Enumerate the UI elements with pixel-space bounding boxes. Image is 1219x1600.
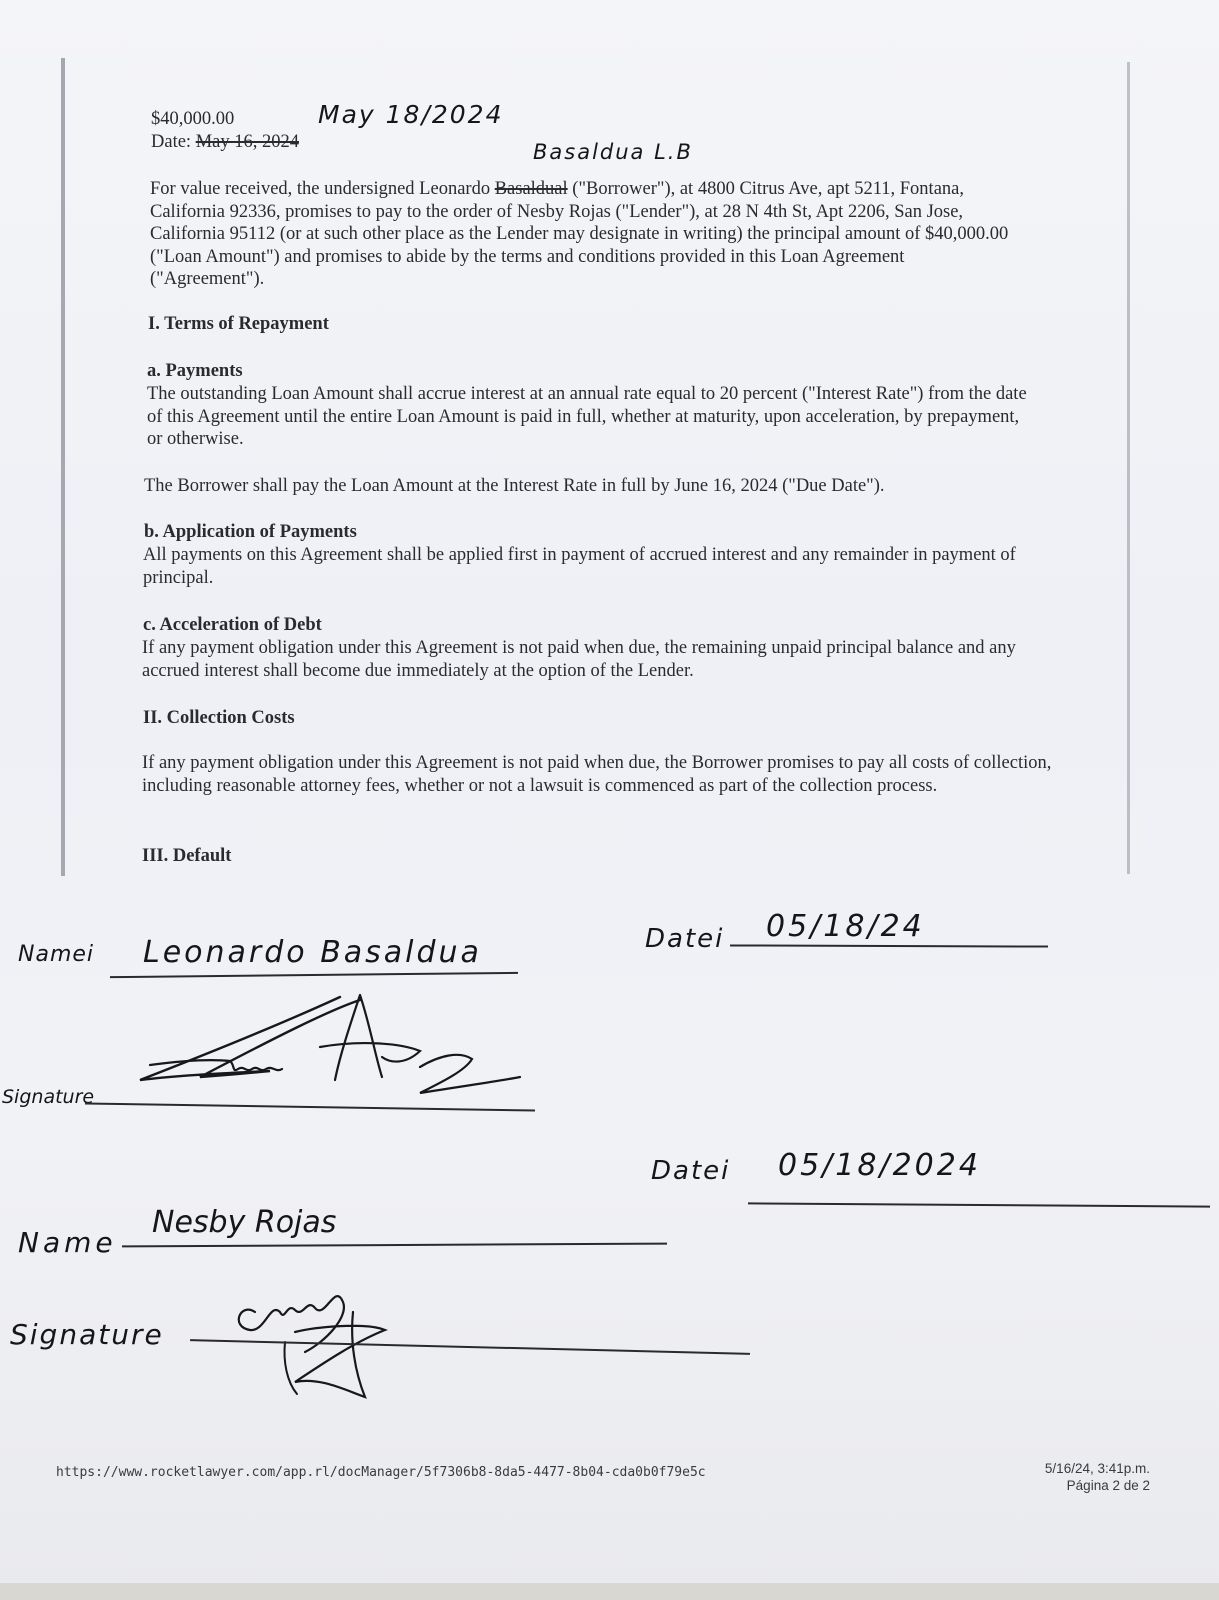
borrower-name-line (110, 972, 518, 978)
footer-page-number: Página 2 de 2 (1066, 1478, 1150, 1493)
lender-name-label: Name (18, 1226, 117, 1259)
footer-url: https://www.rocketlawyer.com/app.rl/docManager/5f7306b8-8da5-4477-8b04-cda0b0f79e5c (56, 1465, 706, 1480)
intro-part-1: For value received, the undersigned Leonardo (150, 179, 495, 199)
borrower-date-label: Datei (645, 924, 725, 954)
application-text: All payments on this Agreement shall be applied first in payment of accrued interest and any remainder in payment of principal. (143, 545, 1016, 588)
intro-paragraph (150, 178, 1020, 291)
payments-text: The outstanding Loan Amount shall accrue interest at an annual rate equal to 20 percent ("Interest Rate") from the date of this Agreement until the entire Loan Amount is paid in full, whether at maturity, upon acceleration, by prepayment, or otherwise. (147, 384, 1027, 449)
borrower-date-line (730, 944, 1048, 947)
default-heading: III. Default (142, 846, 232, 866)
footer-timestamp: 5/16/24, 3:41p.m. (1044, 1461, 1150, 1476)
handwritten-date: May 18/2024 (318, 100, 504, 129)
collection-text: If any payment obligation under this Agreement is not paid when due, the Borrower promises to pay all costs of collection, including reasonable attorney fees, whether or not a lawsuit is commenced as part of the collection process. (142, 753, 1052, 796)
right-margin-rule (1127, 62, 1130, 874)
struck-borrower-name: Basaldual (494, 179, 568, 199)
struck-date: May 16, 2024 (195, 132, 299, 152)
lender-signature-label: Signature (10, 1318, 164, 1351)
lender-signature-drawing (225, 1272, 405, 1402)
handwritten-name-correction: Basaldua L.B (533, 140, 693, 164)
intro-part-2: ("Borrower"), at 4800 Citrus Ave, apt 5211, Fontana, California 92336, promises to pay to the order of Nesby Rojas ("Lender"), at 28 N 4th St, Apt 2206, San Jose, California 95112 (or at such other place as the Lender may designate in writing) the principal amount of $40,000.00 ("Loan Amount") and promises to abide by the terms and conditions provided in this Loan Agreement ("Agreement"). (150, 179, 1009, 289)
lender-date-value: 05/18/2024 (778, 1148, 981, 1183)
borrower-name-label: Namei (18, 942, 95, 967)
lender-date-label: Datei (651, 1156, 731, 1186)
borrower-signature-label: Signature (2, 1086, 95, 1108)
left-margin-rule (61, 58, 65, 876)
collection-heading: II. Collection Costs (143, 708, 295, 728)
date-line (151, 131, 299, 154)
table-surface (0, 1583, 1219, 1600)
due-date-text: The Borrower shall pay the Loan Amount at the Interest Rate in full by June 16, 2024 ("Due Date"). (144, 476, 885, 496)
lender-name-value: Nesby Rojas (152, 1205, 337, 1240)
acceleration-heading: c. Acceleration of Debt (143, 615, 322, 635)
lender-date-line (748, 1202, 1210, 1207)
loan-amount: $40,000.00 (151, 109, 235, 129)
application-heading: b. Application of Payments (144, 522, 357, 542)
terms-heading: I. Terms of Repayment (148, 314, 329, 334)
acceleration-text: If any payment obligation under this Agreement is not paid when due, the remaining unpaid principal balance and any accrued interest shall become due immediately at the option of the Lender. (142, 638, 1016, 681)
payments-heading: a. Payments (147, 361, 243, 381)
borrower-date-value: 05/18/24 (766, 909, 925, 944)
date-label: Date: (151, 132, 192, 152)
lender-name-line (122, 1243, 667, 1248)
borrower-name-value: Leonardo Basaldua (143, 935, 482, 970)
